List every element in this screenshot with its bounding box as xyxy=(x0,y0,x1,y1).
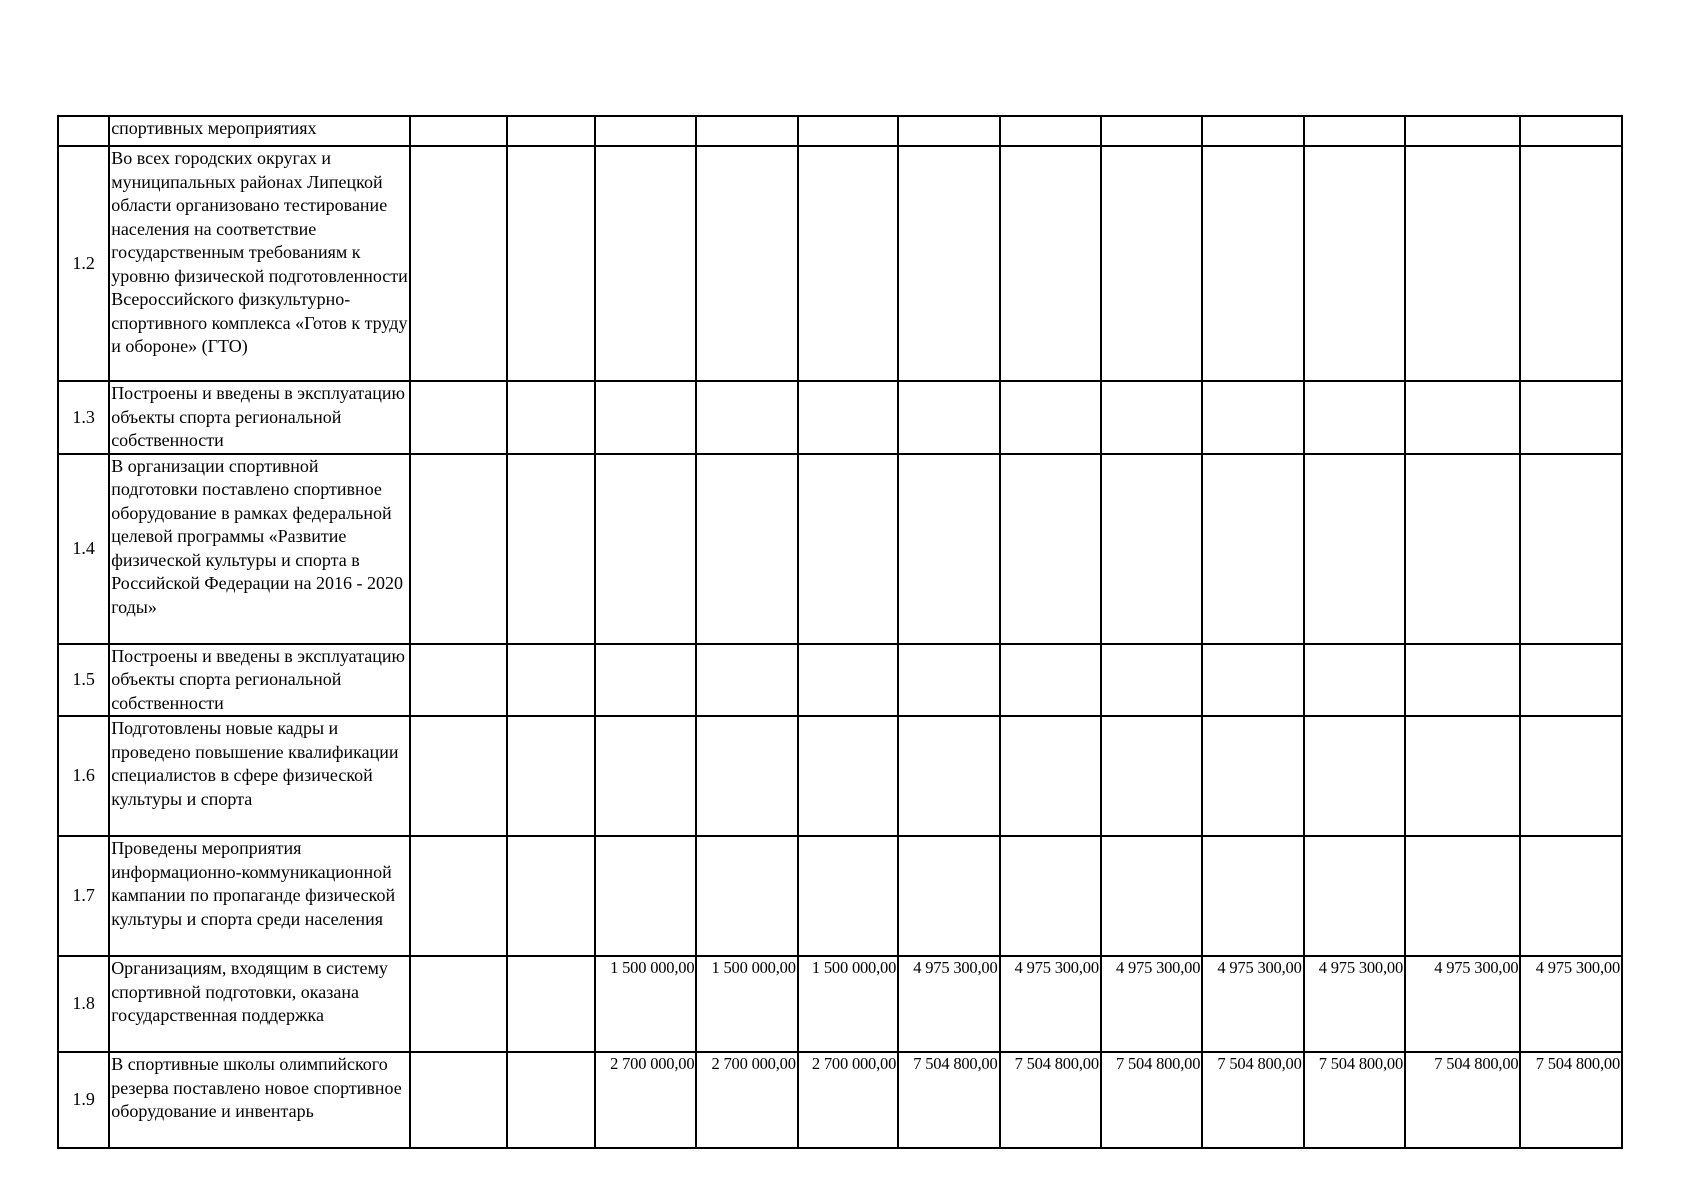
amount-cell xyxy=(507,716,595,836)
amount-cell xyxy=(1520,836,1622,956)
row-number-cell: 1.7 xyxy=(58,836,109,956)
amount-cell: 4 975 300,00 xyxy=(1202,956,1303,1052)
amount-cell xyxy=(1304,146,1405,381)
amount-cell: 1 500 000,00 xyxy=(595,956,696,1052)
amount-cell xyxy=(1000,836,1101,956)
amount-cell xyxy=(507,381,595,454)
amount-cell xyxy=(1520,644,1622,717)
amount-cell: 1 500 000,00 xyxy=(696,956,797,1052)
row-description-cell: Подготовлены новые кадры и проведено повышение квалификации специалистов в сфере физической культуры и спорта xyxy=(109,716,410,836)
amount-cell: 4 975 300,00 xyxy=(1520,956,1622,1052)
amount-cell xyxy=(507,956,595,1052)
amount-cell xyxy=(1304,716,1405,836)
table-row xyxy=(58,836,1622,956)
table-row xyxy=(58,1052,1622,1148)
amount-cell xyxy=(1304,836,1405,956)
amount-cell xyxy=(1405,716,1520,836)
table-row xyxy=(58,644,1622,717)
amount-cell xyxy=(595,716,696,836)
amount-cell xyxy=(1000,716,1101,836)
amount-cell xyxy=(507,836,595,956)
amount-cell: 7 504 800,00 xyxy=(1000,1052,1101,1148)
amount-cell: 7 504 800,00 xyxy=(1304,1052,1405,1148)
amount-cell xyxy=(798,116,898,146)
amount-cell: 7 504 800,00 xyxy=(1101,1052,1202,1148)
row-number-cell xyxy=(58,116,109,146)
table-row xyxy=(58,146,1622,381)
amount-cell xyxy=(696,454,797,644)
amount-cell xyxy=(1000,644,1101,717)
row-number-cell: 1.4 xyxy=(58,454,109,644)
amount-cell xyxy=(1000,381,1101,454)
amount-cell: 2 700 000,00 xyxy=(595,1052,696,1148)
amount-cell xyxy=(507,1052,595,1148)
table-row xyxy=(58,454,1622,644)
row-number-cell: 1.8 xyxy=(58,956,109,1052)
amount-cell xyxy=(1405,381,1520,454)
row-description-cell: Построены и введены в эксплуатацию объекты спорта региональной собственности xyxy=(109,381,410,454)
amount-cell xyxy=(410,454,506,644)
amount-cell xyxy=(1202,644,1303,717)
amount-cell: 4 975 300,00 xyxy=(1000,956,1101,1052)
row-number-cell: 1.3 xyxy=(58,381,109,454)
amount-cell xyxy=(898,146,999,381)
amount-cell: 7 504 800,00 xyxy=(1202,1052,1303,1148)
amount-cell xyxy=(1202,836,1303,956)
row-number-cell: 1.6 xyxy=(58,716,109,836)
amount-cell xyxy=(410,146,506,381)
amount-cell xyxy=(1520,454,1622,644)
amount-cell xyxy=(1202,716,1303,836)
amount-cell xyxy=(1101,454,1202,644)
amount-cell xyxy=(798,381,898,454)
amount-cell xyxy=(1405,116,1520,146)
amount-cell xyxy=(1520,146,1622,381)
row-description-cell: В организации спортивной подготовки поставлено спортивное оборудование в рамках федеральной целевой программы «Развитие физической культуры и спорта в Российской Федерации на 2016 - 2020 годы» xyxy=(109,454,410,644)
funding-table xyxy=(57,115,1623,1149)
amount-cell: 4 975 300,00 xyxy=(1101,956,1202,1052)
table-body xyxy=(58,116,1622,1148)
amount-cell xyxy=(798,836,898,956)
amount-cell xyxy=(798,716,898,836)
amount-cell xyxy=(410,1052,506,1148)
amount-cell xyxy=(898,116,999,146)
amount-cell xyxy=(1101,146,1202,381)
amount-cell xyxy=(1202,454,1303,644)
amount-cell xyxy=(696,146,797,381)
amount-cell xyxy=(1304,116,1405,146)
amount-cell xyxy=(1405,146,1520,381)
amount-cell xyxy=(595,381,696,454)
amount-cell xyxy=(898,836,999,956)
amount-cell xyxy=(898,716,999,836)
row-description-cell: Проведены мероприятия информационно-коммуникационной кампании по пропаганде физической культуры и спорта среди населения xyxy=(109,836,410,956)
amount-cell xyxy=(410,381,506,454)
amount-cell xyxy=(1520,381,1622,454)
amount-cell: 4 975 300,00 xyxy=(1304,956,1405,1052)
amount-cell xyxy=(798,644,898,717)
amount-cell: 7 504 800,00 xyxy=(1520,1052,1622,1148)
amount-cell xyxy=(595,146,696,381)
table-row xyxy=(58,116,1622,146)
amount-cell xyxy=(595,116,696,146)
amount-cell xyxy=(898,454,999,644)
amount-cell xyxy=(410,956,506,1052)
amount-cell xyxy=(595,454,696,644)
amount-cell xyxy=(798,454,898,644)
amount-cell xyxy=(898,381,999,454)
amount-cell xyxy=(595,644,696,717)
amount-cell xyxy=(1405,836,1520,956)
row-description-cell: Во всех городских округах и муниципальных районах Липецкой области организовано тестирование населения на соответствие государственным требованиям к уровню физической подготовленности Всероссийского физкультурно-спортивного комплекса «Готов к труду и обороне» (ГТО) xyxy=(109,146,410,381)
amount-cell xyxy=(507,454,595,644)
amount-cell xyxy=(696,116,797,146)
amount-cell xyxy=(1101,644,1202,717)
amount-cell xyxy=(410,644,506,717)
amount-cell xyxy=(1202,146,1303,381)
amount-cell: 7 504 800,00 xyxy=(1405,1052,1520,1148)
row-description-cell: Построены и введены в эксплуатацию объекты спорта региональной собственности xyxy=(109,644,410,717)
amount-cell xyxy=(1520,116,1622,146)
amount-cell xyxy=(410,716,506,836)
amount-cell xyxy=(507,644,595,717)
amount-cell xyxy=(696,716,797,836)
amount-cell xyxy=(1101,116,1202,146)
amount-cell xyxy=(1405,454,1520,644)
amount-cell xyxy=(410,836,506,956)
amount-cell xyxy=(696,836,797,956)
amount-cell xyxy=(898,644,999,717)
amount-cell xyxy=(1304,644,1405,717)
row-description-cell: спортивных мероприятиях xyxy=(109,116,410,146)
amount-cell xyxy=(1101,381,1202,454)
amount-cell xyxy=(1000,146,1101,381)
row-number-cell: 1.9 xyxy=(58,1052,109,1148)
amount-cell: 4 975 300,00 xyxy=(898,956,999,1052)
row-description-cell: В спортивные школы олимпийского резерва поставлено новое спортивное оборудование и инвентарь xyxy=(109,1052,410,1148)
row-number-cell: 1.5 xyxy=(58,644,109,717)
amount-cell xyxy=(410,116,506,146)
table-row xyxy=(58,956,1622,1052)
amount-cell xyxy=(1202,381,1303,454)
amount-cell: 1 500 000,00 xyxy=(798,956,898,1052)
row-description-cell: Организациям, входящим в систему спортивной подготовки, оказана государственная поддержка xyxy=(109,956,410,1052)
table-row xyxy=(58,381,1622,454)
amount-cell xyxy=(507,116,595,146)
amount-cell xyxy=(696,644,797,717)
amount-cell xyxy=(1000,454,1101,644)
amount-cell xyxy=(696,381,797,454)
amount-cell xyxy=(595,836,696,956)
amount-cell xyxy=(1202,116,1303,146)
amount-cell: 7 504 800,00 xyxy=(898,1052,999,1148)
amount-cell xyxy=(1000,116,1101,146)
amount-cell xyxy=(798,146,898,381)
table-row xyxy=(58,716,1622,836)
amount-cell xyxy=(1405,644,1520,717)
amount-cell: 4 975 300,00 xyxy=(1405,956,1520,1052)
amount-cell: 2 700 000,00 xyxy=(798,1052,898,1148)
amount-cell xyxy=(1101,716,1202,836)
amount-cell: 2 700 000,00 xyxy=(696,1052,797,1148)
amount-cell xyxy=(1520,716,1622,836)
row-number-cell: 1.2 xyxy=(58,146,109,381)
amount-cell xyxy=(1304,454,1405,644)
amount-cell xyxy=(1101,836,1202,956)
amount-cell xyxy=(507,146,595,381)
amount-cell xyxy=(1304,381,1405,454)
